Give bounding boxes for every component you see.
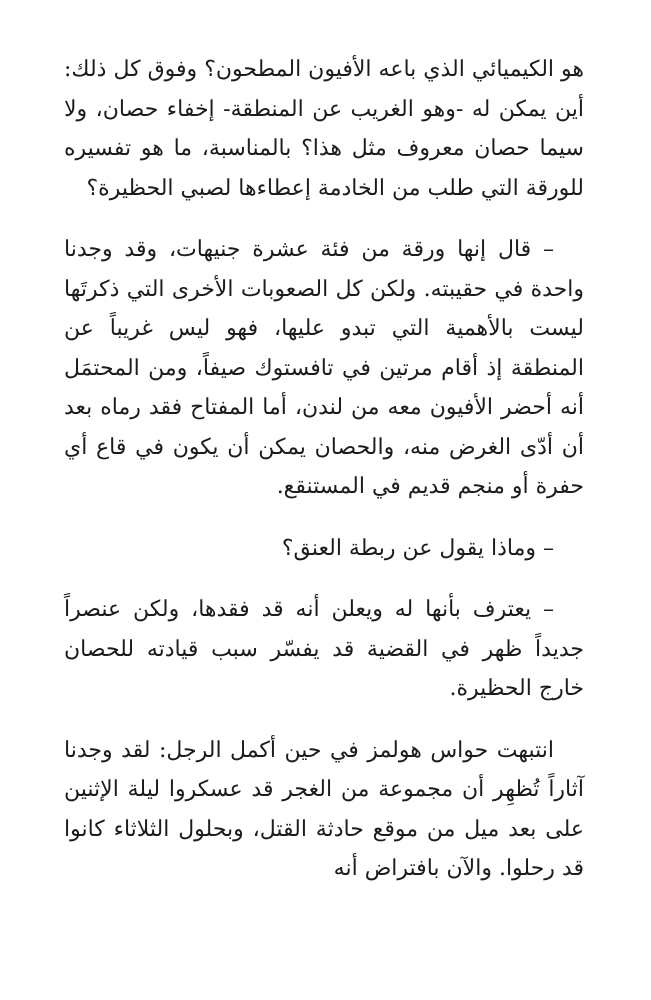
paragraph-5: انتبهت حواس هولمز في حين أكمل الرجل: لقد وجدنا آثاراً تُظهِر أن مجموعة من الغجر قد عسكروا ليلة الإثنين على بعد ميل من موقع حادثة القتل، وبحلول الثلاثاء كانوا قد رحلوا. والآن بافتراض أنه <box>64 737 584 881</box>
paragraph-2: – قال إنها ورقة من فئة عشرة جنيهات، وقد وجدنا واحدة في حقيبته. ولكن كل الصعوبات الأخرى التي ذكرتَها ليست بالأهمية التي تبدو عليها، فهو ليس غريباً عن المنطقة إذ أقام مرتين في تافستوك صيفاً، ومن المحتمَل أنه أحضر الأفيون معه من لندن، أما المفتاح فقد رماه بعد أن أدّى الغرض منه، والحصان يمكن أن يكون في قاع أي حفرة أو منجم قديم في المستنقع. <box>64 237 584 499</box>
paragraph-4: – يعترف بأنها له ويعلن أنه قد فقدها، ولكن عنصراً جديداً ظهر في القضية قد يفسّر سبب قيادته للحصان خارج الحظيرة. <box>64 597 584 701</box>
paragraph-3: – وماذا يقول عن ربطة العنق؟ <box>281 535 554 561</box>
paragraph-1: هو الكيميائي الذي باعه الأفيون المطحون؟ وفوق كل ذلك: أين يمكن له -وهو الغريب عن المنطقة- إخفاء حصان، ولا سيما حصان معروف مثل هذا؟ بالمناسبة، ما هو تفسيره للورقة التي طلب من الخادمة إعطاءها لصبي الحظيرة؟ <box>64 57 584 201</box>
